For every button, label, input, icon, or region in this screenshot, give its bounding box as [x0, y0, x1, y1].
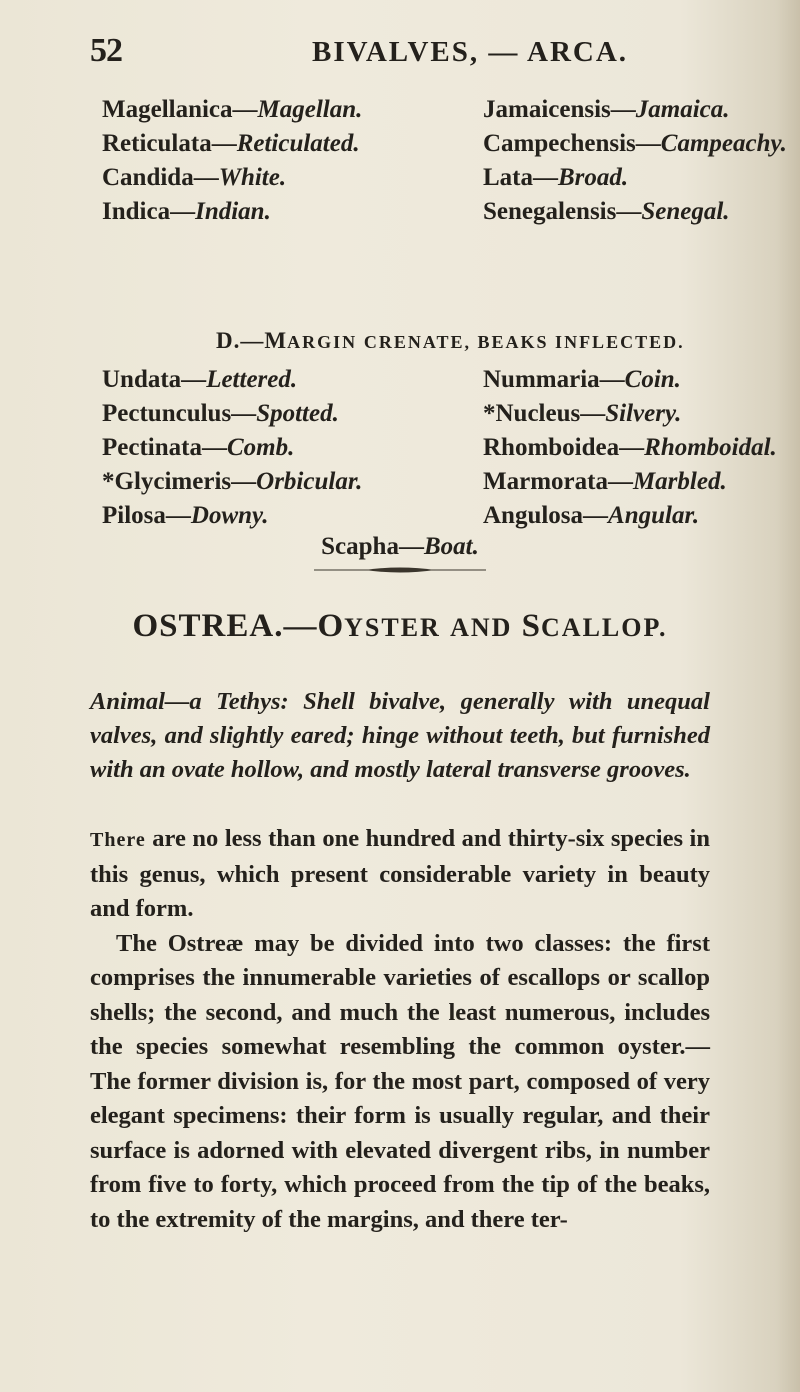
ornament-rule: [310, 566, 490, 574]
list-row: [0, 366, 800, 400]
list-row: [0, 198, 800, 232]
species-entry: *Glycimeris—Orbicular.: [102, 468, 363, 495]
list-row: [0, 164, 800, 198]
species-entry: Magellanica—Magellan.: [102, 96, 363, 123]
genus-description: Animal—a Tethys: Shell bivalve, generally with unequal valves, and slightly eared; hinge without teeth, but furnished with an ovate hollow, and mostly lateral transverse grooves.: [90, 688, 710, 783]
species-entry: Candida—White.: [102, 164, 287, 191]
species-entry: Nummaria—Coin.: [483, 366, 681, 393]
species-entry-centered: Scapha—Boat.: [321, 533, 479, 560]
species-entry: Jamaicensis—Jamaica.: [483, 96, 730, 123]
list-row: [0, 468, 800, 502]
species-entry: Reticulata—Reticulated.: [102, 130, 360, 157]
list-row: [0, 400, 800, 434]
species-entry: Campechensis—Campeachy.: [483, 130, 787, 157]
list-row: [0, 130, 800, 164]
species-entry: Undata—Lettered.: [102, 366, 298, 393]
section-title: OSTREA.—OYSTER AND SCALLOP.: [132, 608, 668, 644]
species-entry: Indica—Indian.: [102, 198, 271, 225]
species-entry: *Nucleus—Silvery.: [483, 400, 682, 427]
page-number: 52: [90, 32, 122, 69]
species-entry: Senegalensis—Senegal.: [483, 198, 730, 225]
species-entry: Pilosa—Downy.: [102, 502, 269, 529]
species-entry: Lata—Broad.: [483, 164, 629, 191]
list-row: [0, 434, 800, 468]
species-entry: Pectunculus—Spotted.: [102, 400, 339, 427]
species-entry: Angulosa—Angular.: [483, 502, 700, 529]
page-header: [90, 30, 710, 70]
paragraph: There are no less than one hundred and thirty-six species in this genus, which present considerable variety in beauty and form.: [90, 825, 710, 922]
list-row: [0, 96, 800, 130]
list-row: [0, 502, 800, 536]
running-head: BIVALVES, — ARCA.: [312, 36, 629, 68]
species-entry: Marmorata—Marbled.: [483, 468, 727, 495]
subsection-heading: D.—MARGIN CRENATE, BEAKS INFLECTED.: [216, 328, 685, 353]
species-entry: Pectinata—Comb.: [102, 434, 295, 461]
species-entry: Rhomboidea—Rhomboidal.: [483, 434, 777, 461]
body-text: [90, 822, 710, 1237]
paragraph: The Ostreæ may be divided into two classes: the first comprises the innumerable varieties of escallops or scallop shells; the second, and much the least numerous, includes the species somewhat resembling the common oyster.— The former division is, for the most part, composed of very elegant specimens: their form is usually regular, and their surface is adorned with elevated divergent ribs, in number from five to forty, which proceed from the tip of the beaks, to the extremity of the margins, and there ter-: [90, 929, 710, 1233]
